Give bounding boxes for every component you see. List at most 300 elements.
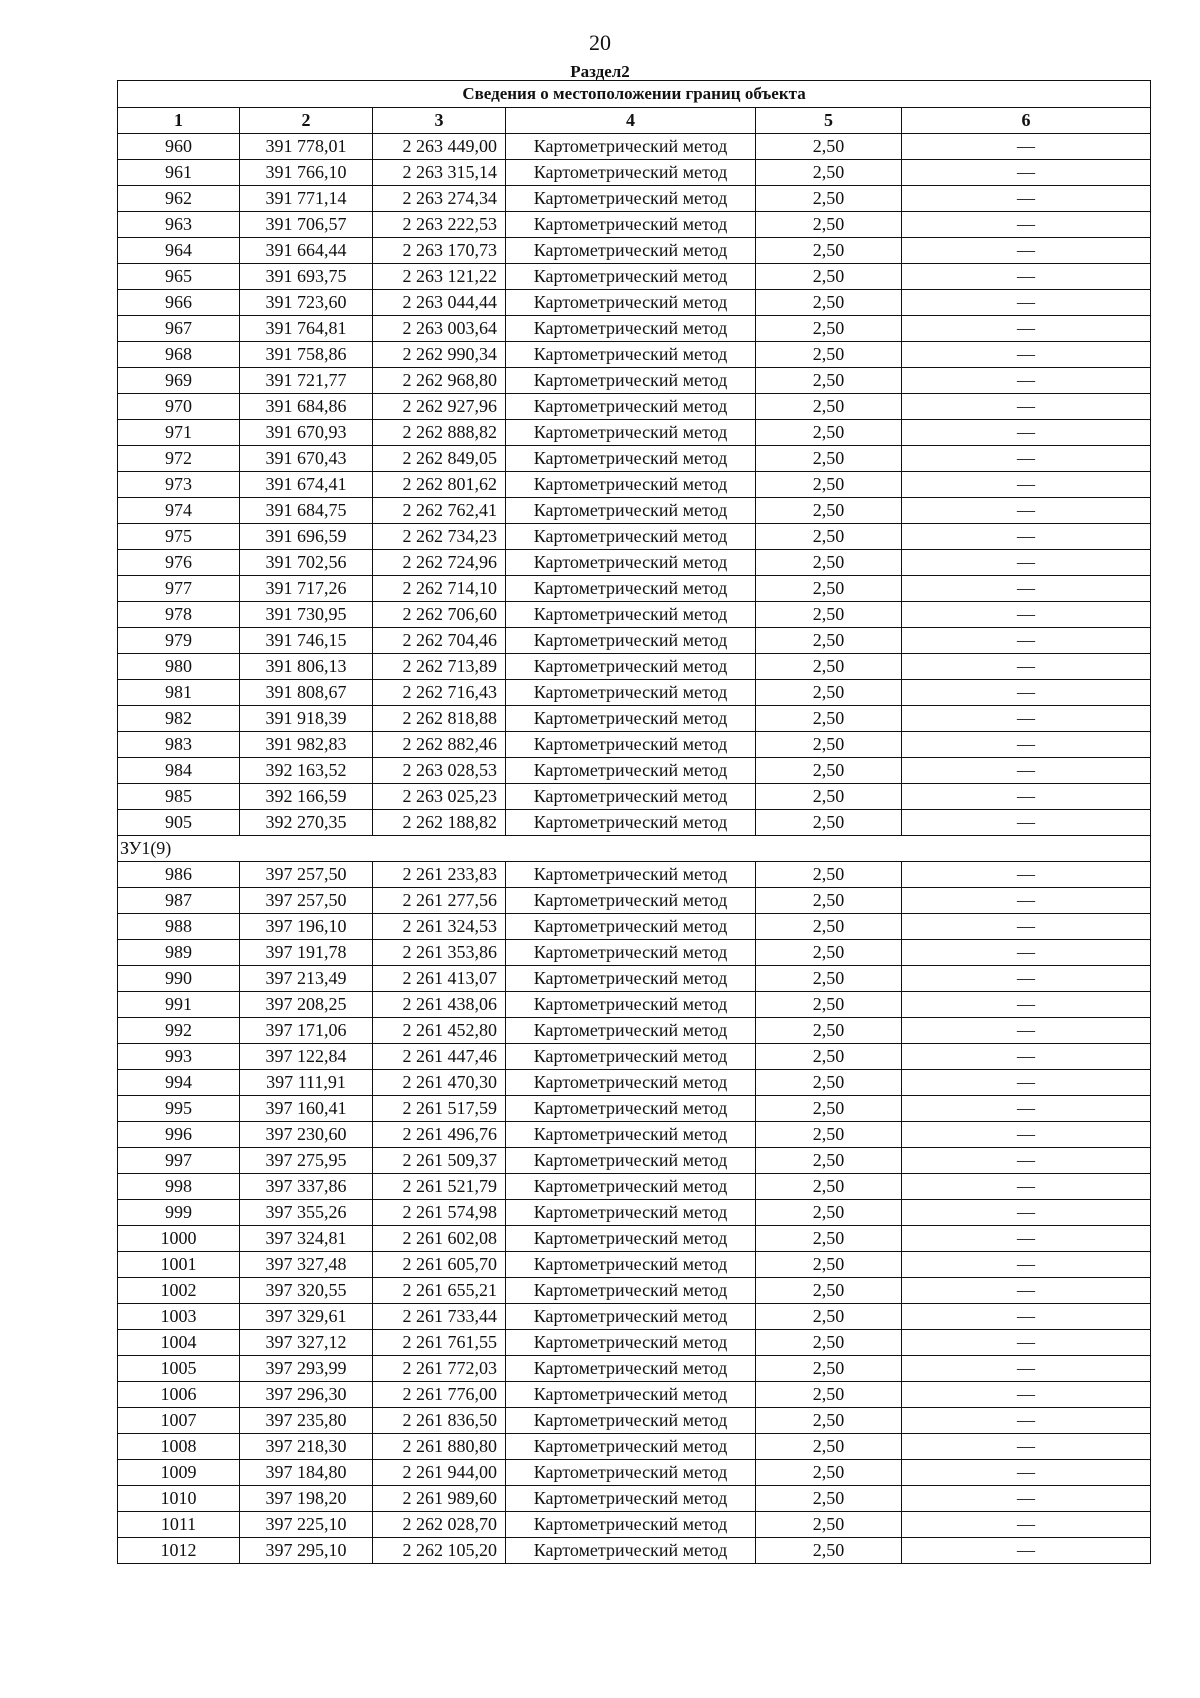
description-cell: — xyxy=(902,966,1151,992)
y-coordinate-cell: 2 262 801,62 xyxy=(373,472,506,498)
description-cell: — xyxy=(902,134,1151,160)
x-coordinate-cell: 397 184,80 xyxy=(240,1460,373,1486)
point-number-cell: 970 xyxy=(118,394,240,420)
method-cell: Картометрический метод xyxy=(506,264,756,290)
x-coordinate-cell: 391 771,14 xyxy=(240,186,373,212)
x-coordinate-cell: 397 208,25 xyxy=(240,992,373,1018)
accuracy-cell: 2,50 xyxy=(756,706,902,732)
point-number-cell: 1011 xyxy=(118,1512,240,1538)
point-number-cell: 989 xyxy=(118,940,240,966)
y-coordinate-cell: 2 261 521,79 xyxy=(373,1174,506,1200)
description-cell: — xyxy=(902,784,1151,810)
y-coordinate-cell: 2 261 496,76 xyxy=(373,1122,506,1148)
method-cell: Картометрический метод xyxy=(506,316,756,342)
method-cell: Картометрический метод xyxy=(506,1122,756,1148)
method-cell: Картометрический метод xyxy=(506,1174,756,1200)
accuracy-cell: 2,50 xyxy=(756,550,902,576)
x-coordinate-cell: 397 337,86 xyxy=(240,1174,373,1200)
x-coordinate-cell: 391 717,26 xyxy=(240,576,373,602)
point-number-cell: 968 xyxy=(118,342,240,368)
y-coordinate-cell: 2 262 849,05 xyxy=(373,446,506,472)
point-number-cell: 980 xyxy=(118,654,240,680)
method-cell: Картометрический метод xyxy=(506,238,756,264)
x-coordinate-cell: 391 918,39 xyxy=(240,706,373,732)
method-cell: Картометрический метод xyxy=(506,394,756,420)
description-cell: — xyxy=(902,316,1151,342)
point-number-cell: 999 xyxy=(118,1200,240,1226)
table-row xyxy=(118,186,1151,212)
point-number-cell: 1005 xyxy=(118,1356,240,1382)
table-row xyxy=(118,862,1151,888)
table-row xyxy=(118,810,1151,836)
accuracy-cell: 2,50 xyxy=(756,186,902,212)
column-header: 6 xyxy=(902,108,1151,134)
point-number-cell: 1012 xyxy=(118,1538,240,1564)
accuracy-cell: 2,50 xyxy=(756,342,902,368)
accuracy-cell: 2,50 xyxy=(756,394,902,420)
table-row xyxy=(118,1408,1151,1434)
description-cell: — xyxy=(902,628,1151,654)
point-number-cell: 905 xyxy=(118,810,240,836)
table-row xyxy=(118,680,1151,706)
x-coordinate-cell: 391 808,67 xyxy=(240,680,373,706)
accuracy-cell: 2,50 xyxy=(756,368,902,394)
y-coordinate-cell: 2 262 734,23 xyxy=(373,524,506,550)
point-number-cell: 1007 xyxy=(118,1408,240,1434)
y-coordinate-cell: 2 262 724,96 xyxy=(373,550,506,576)
method-cell: Картометрический метод xyxy=(506,1096,756,1122)
x-coordinate-cell: 397 295,10 xyxy=(240,1538,373,1564)
accuracy-cell: 2,50 xyxy=(756,992,902,1018)
x-coordinate-cell: 397 296,30 xyxy=(240,1382,373,1408)
table-row xyxy=(118,1382,1151,1408)
column-header: 3 xyxy=(373,108,506,134)
y-coordinate-cell: 2 262 716,43 xyxy=(373,680,506,706)
x-coordinate-cell: 397 329,61 xyxy=(240,1304,373,1330)
y-coordinate-cell: 2 261 233,83 xyxy=(373,862,506,888)
table-row xyxy=(118,446,1151,472)
x-coordinate-cell: 391 670,43 xyxy=(240,446,373,472)
method-cell: Картометрический метод xyxy=(506,1512,756,1538)
table-row xyxy=(118,784,1151,810)
table-row xyxy=(118,160,1151,186)
x-coordinate-cell: 391 696,59 xyxy=(240,524,373,550)
accuracy-cell: 2,50 xyxy=(756,680,902,706)
y-coordinate-cell: 2 262 706,60 xyxy=(373,602,506,628)
point-number-cell: 991 xyxy=(118,992,240,1018)
x-coordinate-cell: 391 721,77 xyxy=(240,368,373,394)
point-number-cell: 981 xyxy=(118,680,240,706)
method-cell: Картометрический метод xyxy=(506,940,756,966)
point-number-cell: 972 xyxy=(118,446,240,472)
description-cell: — xyxy=(902,1148,1151,1174)
accuracy-cell: 2,50 xyxy=(756,1408,902,1434)
x-coordinate-cell: 397 275,95 xyxy=(240,1148,373,1174)
description-cell: — xyxy=(902,1044,1151,1070)
description-cell: — xyxy=(902,1018,1151,1044)
accuracy-cell: 2,50 xyxy=(756,940,902,966)
x-coordinate-cell: 391 674,41 xyxy=(240,472,373,498)
point-number-cell: 978 xyxy=(118,602,240,628)
x-coordinate-cell: 397 327,12 xyxy=(240,1330,373,1356)
method-cell: Картометрический метод xyxy=(506,706,756,732)
x-coordinate-cell: 397 111,91 xyxy=(240,1070,373,1096)
y-coordinate-cell: 2 261 438,06 xyxy=(373,992,506,1018)
method-cell: Картометрический метод xyxy=(506,1382,756,1408)
method-cell: Картометрический метод xyxy=(506,1486,756,1512)
description-cell: — xyxy=(902,472,1151,498)
y-coordinate-cell: 2 262 762,41 xyxy=(373,498,506,524)
method-cell: Картометрический метод xyxy=(506,732,756,758)
y-coordinate-cell: 2 262 704,46 xyxy=(373,628,506,654)
x-coordinate-cell: 397 191,78 xyxy=(240,940,373,966)
method-cell: Картометрический метод xyxy=(506,368,756,394)
point-number-cell: 973 xyxy=(118,472,240,498)
method-cell: Картометрический метод xyxy=(506,1044,756,1070)
description-cell: — xyxy=(902,940,1151,966)
description-cell: — xyxy=(902,1122,1151,1148)
point-number-cell: 984 xyxy=(118,758,240,784)
table-row xyxy=(118,654,1151,680)
page-number: 20 xyxy=(589,30,611,55)
accuracy-cell: 2,50 xyxy=(756,966,902,992)
method-cell: Картометрический метод xyxy=(506,1330,756,1356)
y-coordinate-cell: 2 262 188,82 xyxy=(373,810,506,836)
point-number-cell: 994 xyxy=(118,1070,240,1096)
point-number-cell: 1006 xyxy=(118,1382,240,1408)
y-coordinate-cell: 2 261 470,30 xyxy=(373,1070,506,1096)
table-row xyxy=(118,1044,1151,1070)
accuracy-cell: 2,50 xyxy=(756,654,902,680)
y-coordinate-cell: 2 263 121,22 xyxy=(373,264,506,290)
method-cell: Картометрический метод xyxy=(506,134,756,160)
description-cell: — xyxy=(902,1200,1151,1226)
y-coordinate-cell: 2 262 105,20 xyxy=(373,1538,506,1564)
description-cell: — xyxy=(902,550,1151,576)
description-cell: — xyxy=(902,212,1151,238)
accuracy-cell: 2,50 xyxy=(756,602,902,628)
description-cell: — xyxy=(902,602,1151,628)
y-coordinate-cell: 2 261 447,46 xyxy=(373,1044,506,1070)
table-row xyxy=(118,1174,1151,1200)
y-coordinate-cell: 2 263 315,14 xyxy=(373,160,506,186)
y-coordinate-cell: 2 263 222,53 xyxy=(373,212,506,238)
method-cell: Картометрический метод xyxy=(506,1434,756,1460)
x-coordinate-cell: 391 982,83 xyxy=(240,732,373,758)
description-cell: — xyxy=(902,1512,1151,1538)
y-coordinate-cell: 2 262 714,10 xyxy=(373,576,506,602)
point-number-cell: 986 xyxy=(118,862,240,888)
method-cell: Картометрический метод xyxy=(506,576,756,602)
table-row xyxy=(118,1252,1151,1278)
method-cell: Картометрический метод xyxy=(506,654,756,680)
accuracy-cell: 2,50 xyxy=(756,524,902,550)
x-coordinate-cell: 391 693,75 xyxy=(240,264,373,290)
point-number-cell: 996 xyxy=(118,1122,240,1148)
method-cell: Картометрический метод xyxy=(506,992,756,1018)
point-number-cell: 960 xyxy=(118,134,240,160)
description-cell: — xyxy=(902,1408,1151,1434)
method-cell: Картометрический метод xyxy=(506,680,756,706)
method-cell: Картометрический метод xyxy=(506,810,756,836)
table-row xyxy=(118,992,1151,1018)
table-row xyxy=(118,290,1151,316)
accuracy-cell: 2,50 xyxy=(756,758,902,784)
method-cell: Картометрический метод xyxy=(506,472,756,498)
x-coordinate-cell: 397 218,30 xyxy=(240,1434,373,1460)
method-cell: Картометрический метод xyxy=(506,1148,756,1174)
description-cell: — xyxy=(902,654,1151,680)
y-coordinate-cell: 2 261 517,59 xyxy=(373,1096,506,1122)
method-cell: Картометрический метод xyxy=(506,1278,756,1304)
accuracy-cell: 2,50 xyxy=(756,1460,902,1486)
x-coordinate-cell: 391 670,93 xyxy=(240,420,373,446)
y-coordinate-cell: 2 263 449,00 xyxy=(373,134,506,160)
table-row xyxy=(118,576,1151,602)
accuracy-cell: 2,50 xyxy=(756,446,902,472)
table-row xyxy=(118,342,1151,368)
description-cell: — xyxy=(902,1304,1151,1330)
description-cell: — xyxy=(902,290,1151,316)
x-coordinate-cell: 391 702,56 xyxy=(240,550,373,576)
table-row xyxy=(118,472,1151,498)
description-cell: — xyxy=(902,446,1151,472)
accuracy-cell: 2,50 xyxy=(756,498,902,524)
accuracy-cell: 2,50 xyxy=(756,1252,902,1278)
accuracy-cell: 2,50 xyxy=(756,1044,902,1070)
table-row xyxy=(118,1330,1151,1356)
method-cell: Картометрический метод xyxy=(506,1538,756,1564)
table-row xyxy=(118,550,1151,576)
point-number-cell: 982 xyxy=(118,706,240,732)
y-coordinate-cell: 2 261 772,03 xyxy=(373,1356,506,1382)
method-cell: Картометрический метод xyxy=(506,784,756,810)
table-row xyxy=(118,420,1151,446)
description-cell: — xyxy=(902,1538,1151,1564)
description-cell: — xyxy=(902,524,1151,550)
y-coordinate-cell: 2 262 968,80 xyxy=(373,368,506,394)
table-row xyxy=(118,940,1151,966)
description-cell: — xyxy=(902,420,1151,446)
accuracy-cell: 2,50 xyxy=(756,1226,902,1252)
table-row xyxy=(118,914,1151,940)
y-coordinate-cell: 2 261 413,07 xyxy=(373,966,506,992)
point-number-cell: 1010 xyxy=(118,1486,240,1512)
description-cell: — xyxy=(902,810,1151,836)
table-caption-row xyxy=(118,81,1151,108)
method-cell: Картометрический метод xyxy=(506,160,756,186)
table-row xyxy=(118,1512,1151,1538)
x-coordinate-cell: 391 806,13 xyxy=(240,654,373,680)
x-coordinate-cell: 391 764,81 xyxy=(240,316,373,342)
y-coordinate-cell: 2 261 353,86 xyxy=(373,940,506,966)
y-coordinate-cell: 2 262 713,89 xyxy=(373,654,506,680)
method-cell: Картометрический метод xyxy=(506,1304,756,1330)
method-cell: Картометрический метод xyxy=(506,1200,756,1226)
method-cell: Картометрический метод xyxy=(506,550,756,576)
point-number-cell: 969 xyxy=(118,368,240,394)
method-cell: Картометрический метод xyxy=(506,420,756,446)
x-coordinate-cell: 392 166,59 xyxy=(240,784,373,810)
x-coordinate-cell: 391 778,01 xyxy=(240,134,373,160)
x-coordinate-cell: 391 723,60 xyxy=(240,290,373,316)
table-row xyxy=(118,498,1151,524)
accuracy-cell: 2,50 xyxy=(756,732,902,758)
point-number-cell: 1000 xyxy=(118,1226,240,1252)
description-cell: — xyxy=(902,680,1151,706)
point-number-cell: 988 xyxy=(118,914,240,940)
x-coordinate-cell: 397 327,48 xyxy=(240,1252,373,1278)
y-coordinate-cell: 2 261 605,70 xyxy=(373,1252,506,1278)
section-title: Раздел2 xyxy=(570,62,630,81)
table-row xyxy=(118,238,1151,264)
x-coordinate-cell: 397 196,10 xyxy=(240,914,373,940)
accuracy-cell: 2,50 xyxy=(756,290,902,316)
y-coordinate-cell: 2 261 761,55 xyxy=(373,1330,506,1356)
accuracy-cell: 2,50 xyxy=(756,1096,902,1122)
accuracy-cell: 2,50 xyxy=(756,1538,902,1564)
method-cell: Картометрический метод xyxy=(506,628,756,654)
point-number-cell: 987 xyxy=(118,888,240,914)
y-coordinate-cell: 2 262 882,46 xyxy=(373,732,506,758)
method-cell: Картометрический метод xyxy=(506,888,756,914)
x-coordinate-cell: 397 213,49 xyxy=(240,966,373,992)
point-number-cell: 976 xyxy=(118,550,240,576)
description-cell: — xyxy=(902,1096,1151,1122)
method-cell: Картометрический метод xyxy=(506,342,756,368)
point-number-cell: 1004 xyxy=(118,1330,240,1356)
accuracy-cell: 2,50 xyxy=(756,576,902,602)
method-cell: Картометрический метод xyxy=(506,186,756,212)
point-number-cell: 995 xyxy=(118,1096,240,1122)
x-coordinate-cell: 397 324,81 xyxy=(240,1226,373,1252)
y-coordinate-cell: 2 263 044,44 xyxy=(373,290,506,316)
description-cell: — xyxy=(902,1174,1151,1200)
table-row xyxy=(118,966,1151,992)
description-cell: — xyxy=(902,1382,1151,1408)
x-coordinate-cell: 391 664,44 xyxy=(240,238,373,264)
accuracy-cell: 2,50 xyxy=(756,1434,902,1460)
x-coordinate-cell: 397 198,20 xyxy=(240,1486,373,1512)
group-label-row xyxy=(118,836,1151,862)
method-cell: Картометрический метод xyxy=(506,602,756,628)
boundary-table xyxy=(117,80,1151,1564)
point-number-cell: 967 xyxy=(118,316,240,342)
point-number-cell: 965 xyxy=(118,264,240,290)
table-row xyxy=(118,212,1151,238)
point-number-cell: 977 xyxy=(118,576,240,602)
method-cell: Картометрический метод xyxy=(506,1356,756,1382)
accuracy-cell: 2,50 xyxy=(756,472,902,498)
y-coordinate-cell: 2 263 170,73 xyxy=(373,238,506,264)
description-cell: — xyxy=(902,160,1151,186)
table-row xyxy=(118,368,1151,394)
description-cell: — xyxy=(902,368,1151,394)
accuracy-cell: 2,50 xyxy=(756,1018,902,1044)
accuracy-cell: 2,50 xyxy=(756,238,902,264)
column-header: 1 xyxy=(118,108,240,134)
point-number-cell: 961 xyxy=(118,160,240,186)
description-cell: — xyxy=(902,238,1151,264)
description-cell: — xyxy=(902,732,1151,758)
y-coordinate-cell: 2 261 277,56 xyxy=(373,888,506,914)
y-coordinate-cell: 2 261 776,00 xyxy=(373,1382,506,1408)
accuracy-cell: 2,50 xyxy=(756,1486,902,1512)
table-row xyxy=(118,1356,1151,1382)
accuracy-cell: 2,50 xyxy=(756,1122,902,1148)
x-coordinate-cell: 397 230,60 xyxy=(240,1122,373,1148)
method-cell: Картометрический метод xyxy=(506,1018,756,1044)
y-coordinate-cell: 2 261 880,80 xyxy=(373,1434,506,1460)
description-cell: — xyxy=(902,342,1151,368)
method-cell: Картометрический метод xyxy=(506,862,756,888)
x-coordinate-cell: 397 320,55 xyxy=(240,1278,373,1304)
point-number-cell: 983 xyxy=(118,732,240,758)
point-number-cell: 993 xyxy=(118,1044,240,1070)
point-number-cell: 962 xyxy=(118,186,240,212)
accuracy-cell: 2,50 xyxy=(756,1200,902,1226)
table-row xyxy=(118,1018,1151,1044)
point-number-cell: 975 xyxy=(118,524,240,550)
point-number-cell: 1003 xyxy=(118,1304,240,1330)
y-coordinate-cell: 2 261 452,80 xyxy=(373,1018,506,1044)
y-coordinate-cell: 2 261 602,08 xyxy=(373,1226,506,1252)
accuracy-cell: 2,50 xyxy=(756,1304,902,1330)
x-coordinate-cell: 397 235,80 xyxy=(240,1408,373,1434)
table-row xyxy=(118,888,1151,914)
description-cell: — xyxy=(902,1070,1151,1096)
x-coordinate-cell: 397 122,84 xyxy=(240,1044,373,1070)
table-row xyxy=(118,1434,1151,1460)
description-cell: — xyxy=(902,1226,1151,1252)
table-row xyxy=(118,628,1151,654)
accuracy-cell: 2,50 xyxy=(756,784,902,810)
y-coordinate-cell: 2 261 989,60 xyxy=(373,1486,506,1512)
point-number-cell: 974 xyxy=(118,498,240,524)
x-coordinate-cell: 392 270,35 xyxy=(240,810,373,836)
method-cell: Картометрический метод xyxy=(506,1460,756,1486)
method-cell: Картометрический метод xyxy=(506,914,756,940)
description-cell: — xyxy=(902,888,1151,914)
table-row xyxy=(118,1278,1151,1304)
point-number-cell: 998 xyxy=(118,1174,240,1200)
accuracy-cell: 2,50 xyxy=(756,862,902,888)
method-cell: Картометрический метод xyxy=(506,1252,756,1278)
table-row xyxy=(118,758,1151,784)
point-number-cell: 1009 xyxy=(118,1460,240,1486)
accuracy-cell: 2,50 xyxy=(756,1070,902,1096)
y-coordinate-cell: 2 261 324,53 xyxy=(373,914,506,940)
y-coordinate-cell: 2 262 818,88 xyxy=(373,706,506,732)
y-coordinate-cell: 2 261 836,50 xyxy=(373,1408,506,1434)
table-row xyxy=(118,1304,1151,1330)
point-number-cell: 1002 xyxy=(118,1278,240,1304)
x-coordinate-cell: 391 758,86 xyxy=(240,342,373,368)
point-number-cell: 990 xyxy=(118,966,240,992)
table-row xyxy=(118,1460,1151,1486)
table-row xyxy=(118,706,1151,732)
description-cell: — xyxy=(902,992,1151,1018)
point-number-cell: 979 xyxy=(118,628,240,654)
x-coordinate-cell: 391 746,15 xyxy=(240,628,373,654)
table-row xyxy=(118,264,1151,290)
y-coordinate-cell: 2 261 655,21 xyxy=(373,1278,506,1304)
x-coordinate-cell: 391 706,57 xyxy=(240,212,373,238)
method-cell: Картометрический метод xyxy=(506,498,756,524)
point-number-cell: 997 xyxy=(118,1148,240,1174)
y-coordinate-cell: 2 263 028,53 xyxy=(373,758,506,784)
x-coordinate-cell: 397 257,50 xyxy=(240,888,373,914)
